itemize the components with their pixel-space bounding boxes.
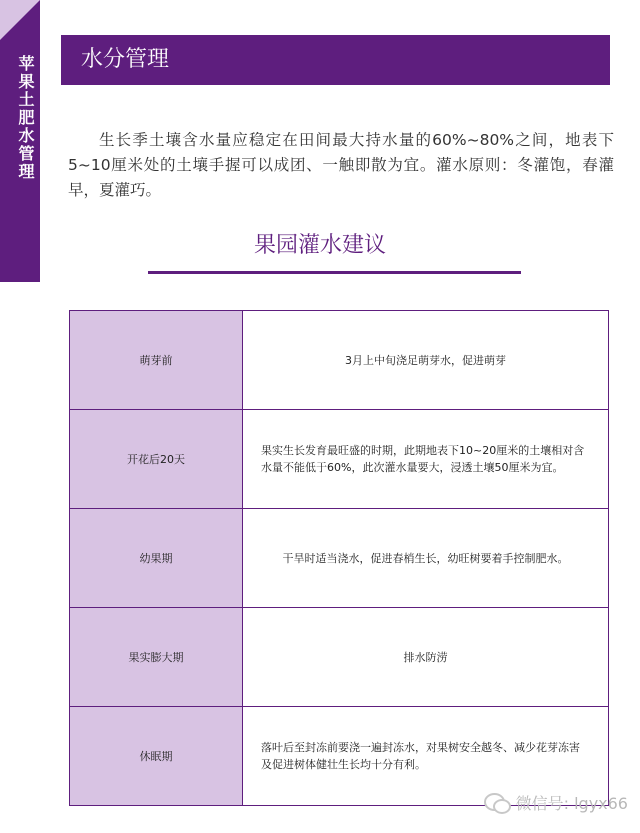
period-cell: 幼果期: [70, 509, 243, 608]
irrigation-table: [69, 310, 609, 806]
advice-cell: 排水防涝: [243, 608, 609, 707]
watermark-text: 微信号: lgyx66: [515, 793, 628, 813]
period-cell: 休眠期: [70, 707, 243, 806]
advice-cell: 3月上中旬浇足萌芽水，促进萌芽: [243, 311, 609, 410]
period-cell: 果实膨大期: [70, 608, 243, 707]
advice-cell: 干旱时适当浇水，促进春梢生长，幼旺树要着手控制肥水。: [243, 509, 609, 608]
side-tab-corner: [0, 0, 40, 40]
period-cell: 萌芽前: [70, 311, 243, 410]
section-divider: [148, 271, 521, 274]
table-row: [70, 311, 609, 410]
table-row: [70, 608, 609, 707]
side-tab-label: 苹果土肥水管理: [16, 55, 35, 181]
advice-cell: 落叶后至封冻前要浇一遍封冻水，对果树安全越冬、减少花芽冻害及促进树体健壮生长均十分有利。: [243, 707, 609, 806]
watermark: [484, 788, 628, 816]
section-title: 果园灌水建议: [253, 233, 386, 258]
advice-cell: 果实生长发育最旺盛的时期，此期地表下10~20厘米的土壤相对含水量不能低于60%，此次灌水量要大，浸透土壤50厘米为宜。: [243, 410, 609, 509]
table-row: [70, 509, 609, 608]
table-row: [70, 410, 609, 509]
wechat-icon: [484, 791, 510, 813]
period-cell: 开花后20天: [70, 410, 243, 509]
intro-paragraph: 生长季土壤含水量应稳定在田间最大持水量的60%~80%之间，地表下5~10厘米处的土壤手握可以成团、一触即散为宜。灌水原则：冬灌饱，春灌早，夏灌巧。: [68, 131, 614, 199]
page-title: 水分管理: [81, 47, 170, 72]
